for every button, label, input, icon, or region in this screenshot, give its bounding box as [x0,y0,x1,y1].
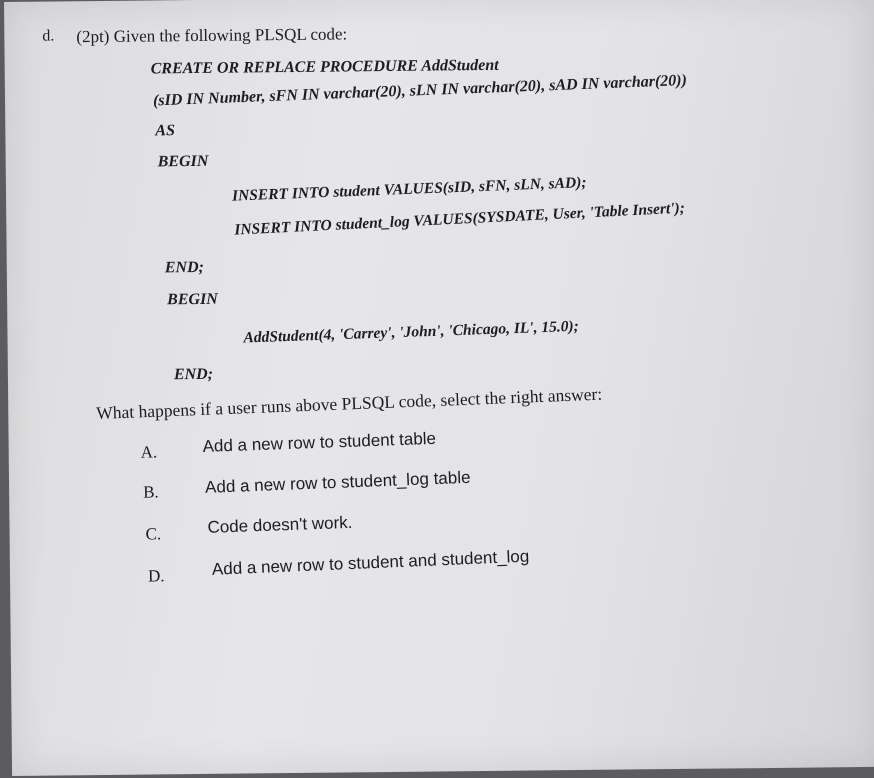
option-a-letter: A. [140,442,158,462]
code-line-1: CREATE OR REPLACE PROCEDURE AddStudent [150,56,499,78]
code-line-3: AS [155,122,176,140]
code-line-8: BEGIN [167,290,218,309]
code-line-9: AddStudent(4, 'Carrey', 'John', 'Chicago, IL', 15.0); [243,317,580,347]
option-a-text: Add a new row to student table [202,428,437,456]
code-line-5: INSERT INTO student VALUES(sID, sFN, sLN, sAD); [231,174,587,205]
code-line-7: END; [164,258,204,277]
code-line-4: BEGIN [157,152,209,171]
question-intro: (2pt) Given the following PLSQL code: [76,24,348,47]
option-d-text: Add a new row to student and student_log [211,546,530,579]
question-prompt: What happens if a user runs above PLSQL code, select the right answer: [95,383,603,424]
question-marker: d. [42,27,55,45]
option-b-letter: B. [143,482,159,502]
option-b-text: Add a new row to student_log table [204,467,471,497]
code-line-10: END; [173,365,214,384]
code-line-6: INSERT INTO student_log VALUES(SYSDATE, User, 'Table Insert'); [233,199,686,239]
option-c-letter: C. [145,524,162,544]
option-c-text: Code doesn't work. [207,512,353,537]
code-line-2: (sID IN Number, sFN IN varchar(20), sLN IN varchar(20), sAD IN varchar(20)) [152,71,688,110]
option-d-letter: D. [147,566,165,586]
paper-sheet [4,0,874,776]
